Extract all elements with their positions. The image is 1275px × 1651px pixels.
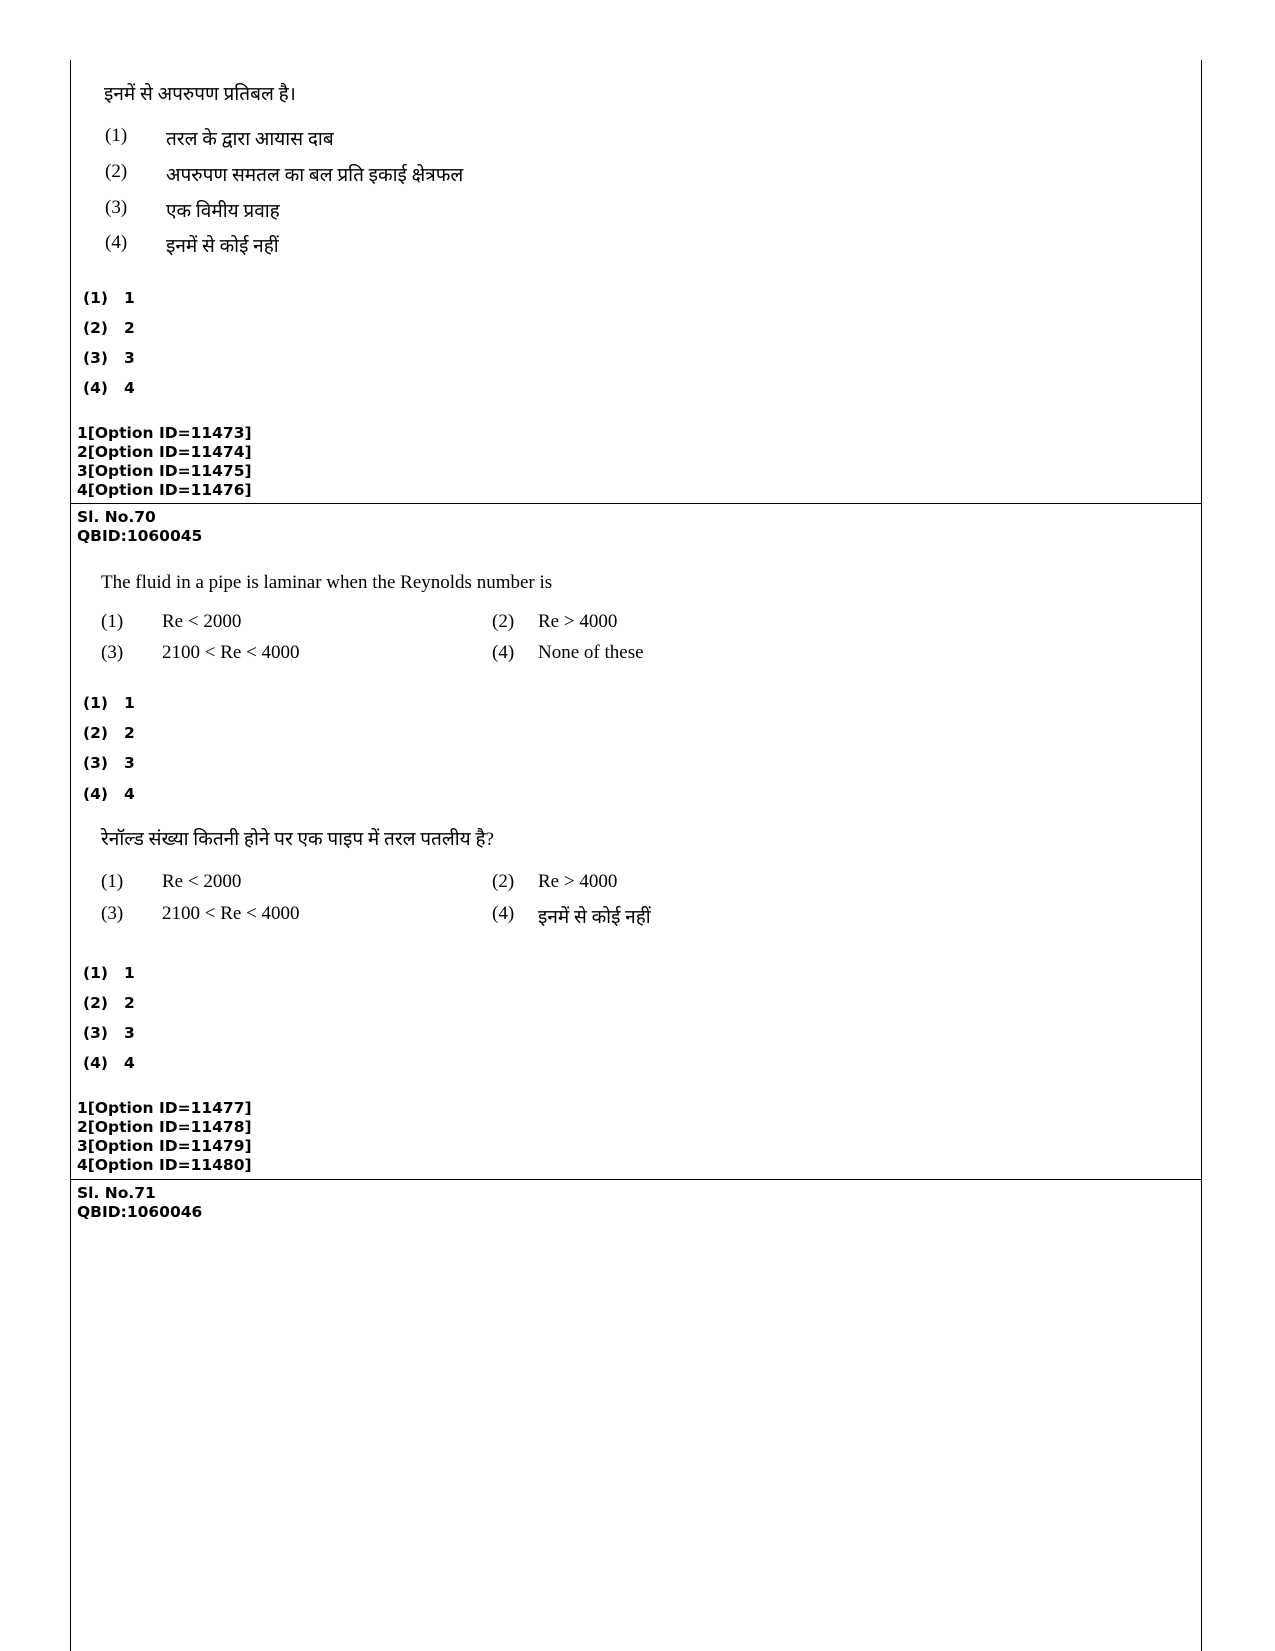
q70-hindi-option-text: 2100 < Re < 4000 [162, 903, 300, 924]
q69-hindi-option-num: (1) [105, 125, 128, 146]
q69-hindi-stem: इनमें से अपरुपण प्रतिबल है। [104, 84, 296, 105]
q70-hindi-option-num: (3) [101, 903, 124, 924]
q70-hindi-option-text: Re > 4000 [538, 871, 618, 892]
q70-hindi-option-num: (4) [492, 903, 515, 924]
option-id: 1[Option ID=11477] [77, 1099, 252, 1117]
q69-answer-choice[interactable]: (3) 3 [83, 349, 135, 367]
q70-hindi-option-text: इनमें से कोई नहीं [538, 907, 651, 928]
q70-answer-choice[interactable]: (4) 4 [83, 785, 135, 803]
q70-qbid: QBID:1060045 [77, 527, 203, 545]
q70-answer-choice[interactable]: (3) 3 [83, 754, 135, 772]
q70-english-option-text: Re < 2000 [162, 611, 242, 632]
q70-english-stem: The fluid in a pipe is laminar when the Reynolds number is [101, 572, 553, 593]
q69-hindi-option-num: (2) [105, 161, 128, 182]
q70-answer-choice[interactable]: (2) 2 [83, 994, 135, 1012]
q71-qbid: QBID:1060046 [77, 1203, 203, 1221]
q69-answer-choice[interactable]: (4) 4 [83, 379, 135, 397]
q70-english-option-num: (2) [492, 611, 515, 632]
question-divider [70, 1179, 1202, 1180]
q70-hindi-stem: रेनॉल्ड संख्या कितनी होने पर एक पाइप में तरल पतलीय है? [101, 829, 494, 850]
option-id: 1[Option ID=11473] [77, 424, 252, 442]
q70-english-option-num: (1) [101, 611, 124, 632]
q69-hindi-option-text: तरल के द्वारा आयास दाब [166, 129, 334, 150]
q70-answer-choice[interactable]: (3) 3 [83, 1024, 135, 1042]
q70-answer-choice[interactable]: (4) 4 [83, 1054, 135, 1072]
q70-english-option-text: None of these [538, 642, 644, 663]
q70-option-ids [77, 1099, 252, 1175]
question-divider [70, 503, 1202, 504]
q69-answer-choice[interactable]: (2) 2 [83, 319, 135, 337]
q70-hindi-option-num: (1) [101, 871, 124, 892]
q69-hindi-option-num: (4) [105, 232, 128, 253]
q70-header [77, 508, 202, 546]
option-id: 4[Option ID=11480] [77, 1156, 252, 1174]
option-id: 3[Option ID=11479] [77, 1137, 252, 1155]
option-id: 2[Option ID=11478] [77, 1118, 252, 1136]
option-id: 2[Option ID=11474] [77, 443, 252, 461]
q69-hindi-option-text: इनमें से कोई नहीं [166, 236, 279, 257]
q70-answer-choice[interactable]: (1) 1 [83, 694, 135, 712]
q70-answer-choice[interactable]: (2) 2 [83, 724, 135, 742]
q70-sl-no: Sl. No.70 [77, 508, 156, 526]
q70-english-option-text: Re > 4000 [538, 611, 618, 632]
q70-english-option-num: (4) [492, 642, 515, 663]
q69-answer-choice[interactable]: (1) 1 [83, 289, 135, 307]
q71-header [77, 1184, 202, 1222]
q69-hindi-option-text: एक विमीय प्रवाह [166, 201, 280, 222]
q69-option-ids [77, 424, 252, 500]
q71-sl-no: Sl. No.71 [77, 1184, 156, 1202]
q70-answer-choice[interactable]: (1) 1 [83, 964, 135, 982]
option-id: 3[Option ID=11475] [77, 462, 252, 480]
q69-hindi-option-num: (3) [105, 197, 128, 218]
option-id: 4[Option ID=11476] [77, 481, 252, 499]
q70-hindi-option-text: Re < 2000 [162, 871, 242, 892]
q70-hindi-option-num: (2) [492, 871, 515, 892]
q70-english-option-text: 2100 < Re < 4000 [162, 642, 300, 663]
page-frame [70, 60, 1202, 1651]
q69-hindi-option-text: अपरुपण समतल का बल प्रति इकाई क्षेत्रफल [166, 165, 464, 186]
q70-english-option-num: (3) [101, 642, 124, 663]
